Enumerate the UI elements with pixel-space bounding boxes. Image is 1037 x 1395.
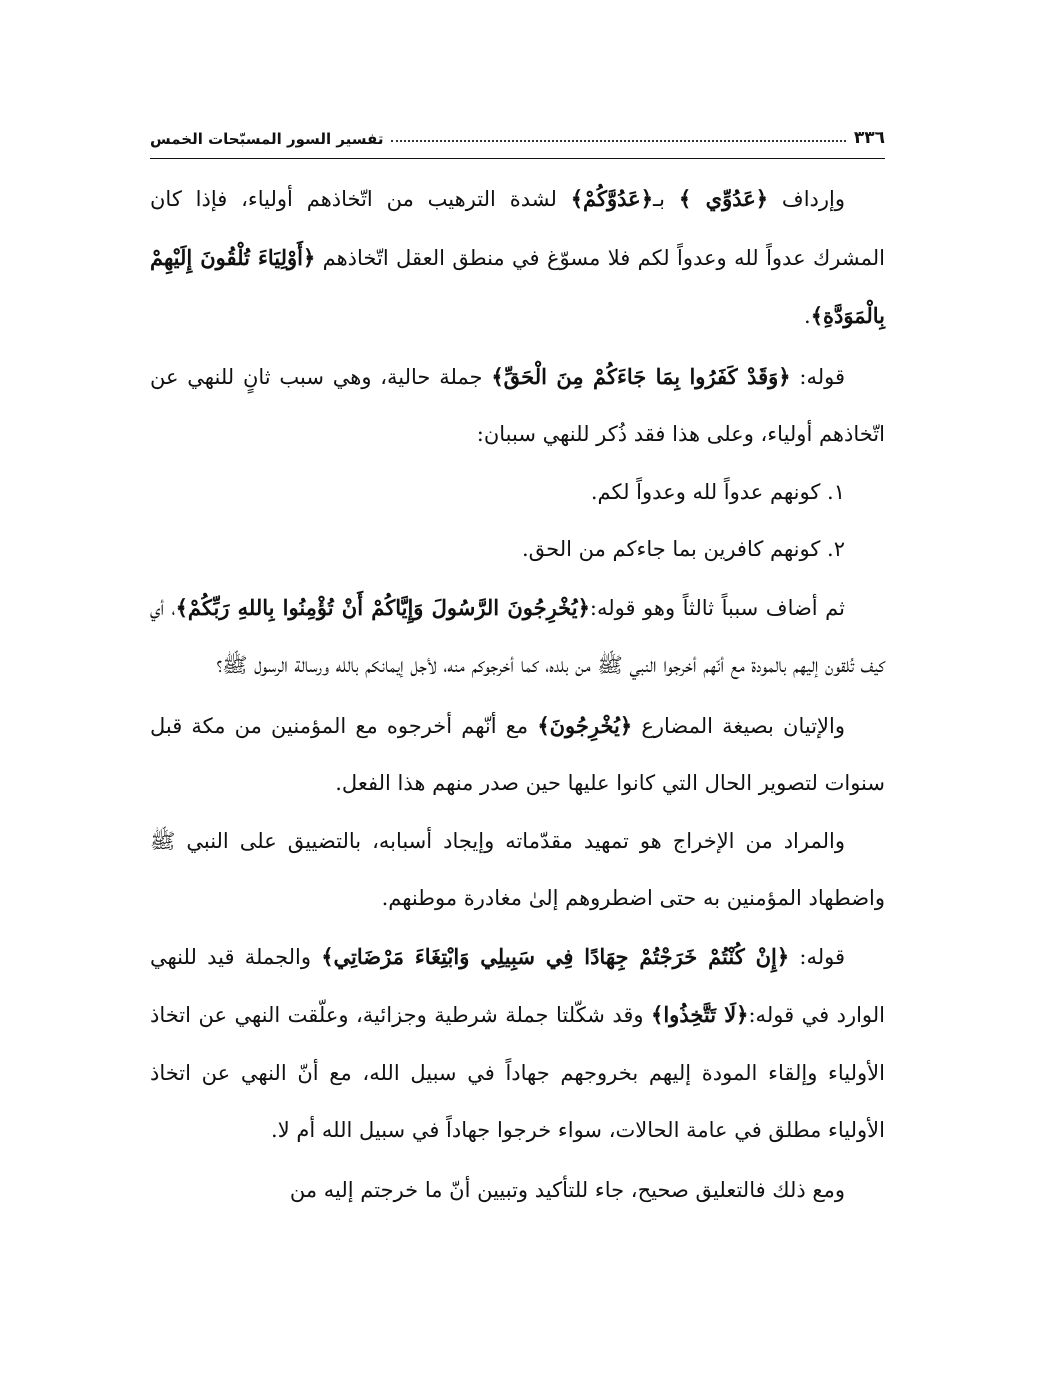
paragraph-6 xyxy=(150,928,885,1160)
paragraph-3 xyxy=(150,579,885,695)
text: ومع ذلك فالتعليق صحيح، جاء للتأكيد وتبيين أنّ ما خرجتم إليه من xyxy=(289,1177,845,1202)
running-header xyxy=(150,118,885,148)
list-item: ٢. كونهم كافرين بما جاءكم من الحق. xyxy=(521,537,845,561)
paragraph-5 xyxy=(150,813,885,928)
quran-quote: ﴿عَدُوَّكُمْ﴾ xyxy=(570,186,653,211)
quran-quote: ﴿يُخْرِجُونَ﴾ xyxy=(537,712,633,738)
book-page xyxy=(150,110,885,1340)
header-leader-dots xyxy=(391,139,845,142)
paragraph-1 xyxy=(150,170,885,346)
list-item: ١. كونهم عدواً لله وعدواً لكم. xyxy=(590,479,845,504)
text: لشدة الترهيب من اتّخاذهم أولياء، فإذا كان المشرك عدواً لله وعدواً لكم فلا مسوّغ في منطق العقل اتّخاذهم xyxy=(150,187,885,270)
page-number: ٣٣٦ xyxy=(853,128,885,148)
text: والجملة قيد للنهي الوارد في قوله: xyxy=(150,944,885,1027)
quran-quote: ﴿عَدُوِّي ﴾ xyxy=(678,186,769,211)
text: قوله: xyxy=(790,364,846,389)
text: جملة حالية، وهي سبب ثانٍ للنهي عن اتّخاذهم أولياء، وعلى هذا فقد ذُكر للنهي سببان: xyxy=(150,364,885,446)
quran-quote: ﴿إِنْ كُنْتُمْ خَرَجْتُمْ جِهَادًا فِي سَبِيلِي وَابْتِغَاءَ مَرْضَاتِي﴾ xyxy=(321,943,790,969)
quran-quote: ﴿لَا تَتَّخِذُوا﴾ xyxy=(651,1002,749,1027)
quran-quote: ﴿يُخْرِجُونَ الرَّسُولَ وَإِيَّاكُمْ أَنْ تُؤْمِنُوا بِاللهِ رَبِّكُمْ﴾ xyxy=(175,594,590,620)
book-title: تفسير السور المسبّحات الخمس xyxy=(150,130,384,148)
quran-quote: ﴿وَقَدْ كَفَرُوا بِمَا جَاءَكُمْ مِنَ الْحَقِّ﴾ xyxy=(491,363,791,389)
text: بـ xyxy=(653,187,679,211)
text: قوله: xyxy=(789,944,846,969)
text: . xyxy=(804,304,811,328)
page-body xyxy=(150,170,885,1219)
header-rule xyxy=(150,158,885,159)
quran-quote: ﴿أَوْلِيَاءَ تُلْقُونَ إِلَيْهِمْ بِالْمَوَدَّةِ﴾ xyxy=(150,244,885,328)
text: والمراد من الإخراج هو تمهيد مقدّماته وإيجاد أسبابه، بالتضييق على النبي ﷺ واضطهاد المؤمنين به حتى اضطروهم إلىٰ مغادرة موطنهم. xyxy=(150,828,885,910)
text: وقد شكّلتا جملة شرطية وجزائية، وعلّقت النهي عن اتخاذ الأولياء وإلقاء المودة إليهم بخروجهم جهاداً في سبيل الله، مع أنّ النهي عن اتخاذ الأولياء مطلق في عامة الحالات، سواء خرجوا جهاداً في سبيل الله أم لا. xyxy=(150,1003,885,1142)
text: ، أي كيف تُلقون إليهم بالمودة مع أنّهم أخرجوا النبي ﷺ من بلده، كما أخرجوكم منه، لأجل إيمانكم بالله ورسالة الرسول ﷺ؟ xyxy=(150,595,885,677)
paragraph-2 xyxy=(150,348,885,464)
text: ثم أضاف سبباً ثالثاً وهو قوله: xyxy=(589,595,845,620)
text: مع أنّهم أخرجوه مع المؤمنين من مكة قبل سنوات لتصوير الحال التي كانوا عليها حين صدر منهم هذا الفعل. xyxy=(150,713,885,795)
text: وإرداف xyxy=(768,187,845,211)
paragraph-4 xyxy=(150,697,885,813)
text: والإتيان بصيغة المضارع xyxy=(632,713,845,738)
paragraph-7 xyxy=(150,1162,885,1220)
